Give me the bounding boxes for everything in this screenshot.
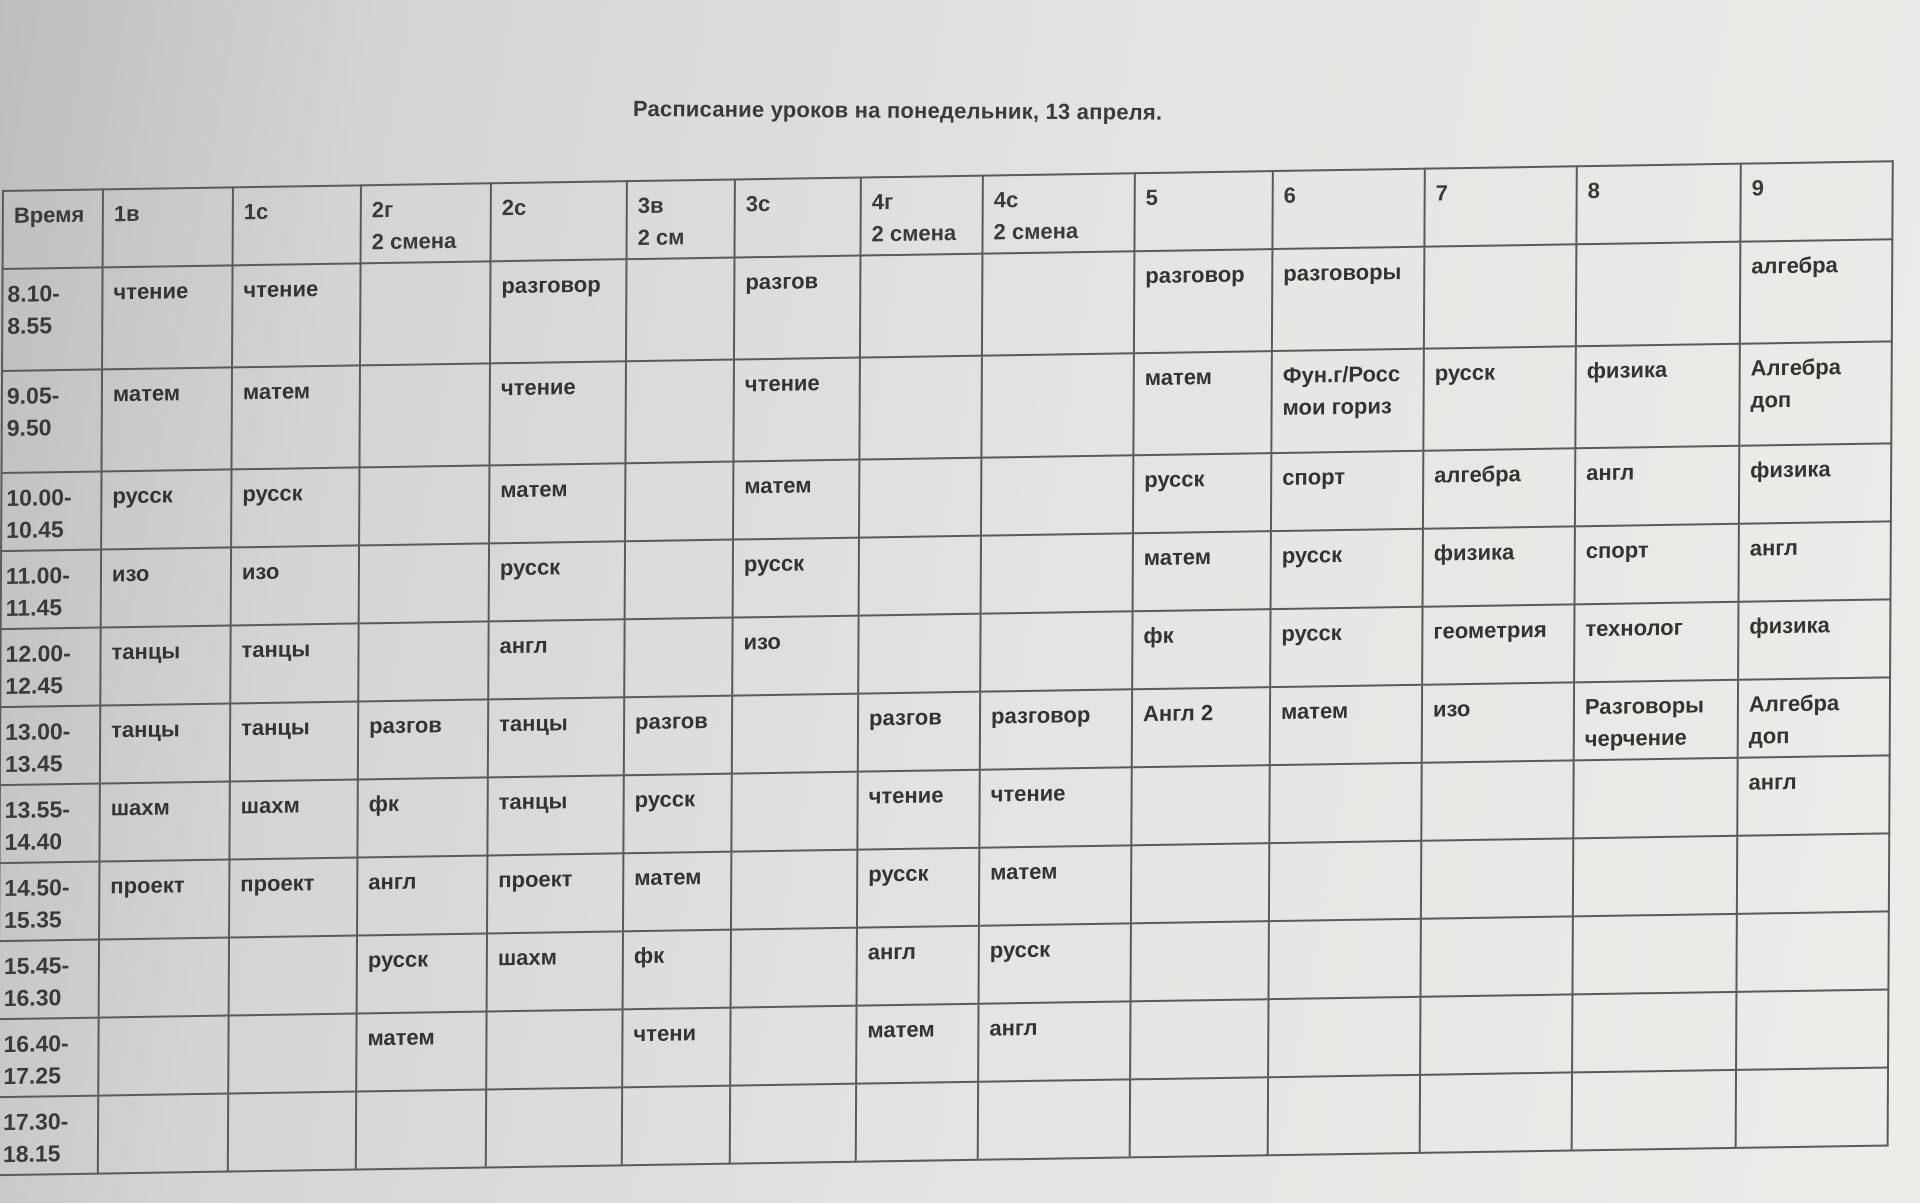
lesson-cell (486, 1087, 622, 1167)
header-cell: Время (3, 189, 103, 269)
lesson-cell (1736, 1067, 1888, 1147)
time-cell: 13.00- 13.45 (0, 706, 100, 786)
lesson-cell: изо (101, 547, 231, 627)
lesson-cell: физика (1423, 526, 1575, 606)
lesson-cell (731, 850, 857, 930)
lesson-cell: разговоры (1272, 247, 1425, 351)
schedule-table (0, 160, 1894, 1176)
lesson-cell: танцы (100, 625, 230, 705)
lesson-cell: русск (489, 541, 625, 621)
lesson-cell: англ (357, 855, 487, 935)
lesson-cell: фк (357, 777, 487, 857)
time-cell: 14.50- 15.35 (0, 862, 99, 942)
lesson-cell (1131, 921, 1269, 1001)
lesson-cell: чтение (102, 265, 233, 369)
lesson-cell (1421, 760, 1573, 840)
lesson-cell: Фун.г/Росс мои гориз (1271, 349, 1424, 453)
lesson-cell: чтение (979, 767, 1131, 847)
lesson-cell (359, 363, 490, 467)
lesson-cell: чтени (622, 1008, 730, 1088)
header-cell: 2г 2 смена (361, 183, 491, 263)
lesson-cell (359, 543, 489, 623)
lesson-cell: фк (1132, 609, 1270, 689)
lesson-cell (228, 1092, 356, 1172)
lesson-cell: технолог (1574, 602, 1738, 683)
lesson-cell: матем (102, 367, 233, 471)
lesson-cell (626, 258, 735, 362)
lesson-cell: русск (1270, 607, 1422, 687)
lesson-cell: алгебра (1740, 239, 1893, 343)
lesson-cell (1130, 999, 1268, 1079)
header-cell: 6 (1272, 169, 1424, 249)
lesson-cell: матем (1270, 685, 1422, 765)
time-cell: 9.05- 9.50 (2, 369, 103, 473)
lesson-cell: разгов (734, 256, 861, 360)
lesson-cell (625, 540, 733, 620)
lesson-cell: матем (489, 463, 625, 543)
header-cell: 2с (491, 181, 627, 261)
lesson-cell (624, 618, 732, 698)
lesson-cell: разгов (358, 699, 488, 779)
lesson-cell (356, 1090, 486, 1170)
lesson-cell: матем (1133, 531, 1271, 611)
lesson-cell (860, 254, 983, 358)
lesson-cell (1268, 997, 1420, 1077)
time-cell: 11.00- 11.45 (1, 549, 101, 629)
lesson-cell: чтение (857, 770, 979, 850)
lesson-cell: разговор (490, 259, 627, 363)
lesson-cell (1736, 911, 1888, 991)
time-cell: 8.10- 8.55 (2, 267, 103, 371)
lesson-cell (358, 621, 488, 701)
header-cell: 9 (1740, 161, 1892, 241)
lesson-cell (1424, 244, 1577, 348)
lesson-cell (98, 1094, 228, 1174)
lesson-cell: англ (978, 1001, 1130, 1081)
lesson-cell (859, 356, 982, 460)
header-cell: 3с (734, 178, 860, 258)
time-cell: 12.00- 12.45 (0, 628, 100, 708)
lesson-cell (856, 1082, 978, 1162)
lesson-cell: матем (623, 852, 731, 932)
header-cell: 8 (1576, 164, 1740, 245)
lesson-cell: танцы (487, 775, 623, 855)
lesson-cell (1573, 836, 1737, 917)
lesson-cell (486, 1009, 622, 1089)
header-cell: 3в 2 см (627, 179, 735, 259)
header-cell: 1с (233, 185, 361, 265)
lesson-cell: Алгебра доп (1738, 677, 1890, 757)
lesson-cell: спорт (1575, 524, 1739, 605)
time-cell: 13.55- 14.40 (0, 784, 100, 864)
lesson-cell (980, 611, 1132, 691)
lesson-cell (359, 465, 489, 545)
header-cell: 4г 2 смена (860, 176, 982, 256)
lesson-cell: матем (356, 1011, 486, 1091)
lesson-cell: физика (1738, 599, 1890, 679)
lesson-cell: разгов (858, 692, 980, 772)
lesson-cell: матем (231, 365, 360, 469)
lesson-cell: Алгебра доп (1739, 341, 1892, 445)
lesson-cell (731, 772, 857, 852)
lesson-cell: русск (857, 848, 979, 928)
lesson-cell: разгов (624, 696, 732, 776)
lesson-cell (1736, 989, 1888, 1069)
lesson-cell: танцы (100, 703, 230, 783)
lesson-cell (1131, 843, 1269, 923)
lesson-cell: русск (623, 774, 731, 854)
lesson-cell (1420, 1072, 1572, 1152)
lesson-cell (981, 533, 1133, 613)
lesson-cell (1420, 994, 1572, 1074)
lesson-cell (625, 462, 733, 542)
lesson-cell (1572, 914, 1736, 995)
lesson-cell (99, 938, 229, 1018)
lesson-cell (228, 1014, 356, 1094)
lesson-cell: проект (229, 857, 357, 937)
lesson-cell (1268, 1075, 1420, 1155)
schedule-table-wrapper (0, 160, 1892, 1168)
lesson-cell: англ (488, 619, 624, 699)
header-cell: 7 (1424, 166, 1576, 246)
lesson-cell: русск (733, 538, 859, 618)
lesson-cell (1576, 242, 1741, 347)
lesson-cell: физика (1739, 443, 1891, 523)
lesson-cell (732, 694, 858, 774)
lesson-cell (982, 251, 1135, 355)
lesson-cell (229, 936, 357, 1016)
lesson-cell: геометрия (1422, 604, 1574, 684)
lesson-cell: матем (733, 460, 859, 540)
lesson-cell (731, 928, 857, 1008)
lesson-cell: чтение (232, 263, 361, 367)
lesson-cell (1572, 992, 1736, 1073)
lesson-cell: алгебра (1423, 448, 1575, 528)
lesson-cell (622, 1086, 730, 1166)
lesson-cell (981, 455, 1133, 535)
lesson-cell: русск (357, 933, 487, 1013)
time-cell: 10.00- 10.45 (1, 471, 101, 551)
lesson-cell: англ (857, 926, 979, 1006)
lesson-cell: чтение (489, 361, 626, 465)
lesson-cell: русск (231, 467, 359, 547)
header-cell: 5 (1134, 171, 1272, 251)
lesson-cell: русск (1133, 453, 1271, 533)
lesson-cell (858, 614, 980, 694)
lesson-cell: проект (487, 853, 623, 933)
lesson-cell: разговор (980, 689, 1132, 769)
lesson-cell (981, 353, 1134, 457)
lesson-cell: спорт (1271, 451, 1423, 531)
lesson-cell: русск (101, 469, 231, 549)
lesson-cell: русск (979, 923, 1131, 1003)
header-cell: 1в (103, 187, 233, 267)
lesson-cell (1269, 763, 1421, 843)
lesson-cell (1573, 758, 1737, 839)
lesson-cell: чтение (733, 358, 860, 462)
time-cell: 17.30- 18.15 (0, 1096, 98, 1176)
document-title: Расписание уроков на понедельник, 13 апреля. (632, 96, 1163, 125)
time-cell: 15.45- 16.30 (0, 940, 99, 1020)
lesson-cell (1269, 919, 1421, 999)
lesson-cell: танцы (230, 701, 358, 781)
lesson-cell: русск (1423, 346, 1576, 450)
lesson-cell (625, 360, 734, 464)
lesson-cell: изо (231, 545, 359, 625)
lesson-cell: физика (1575, 344, 1740, 449)
lesson-cell: шахм (229, 779, 357, 859)
lesson-cell (1737, 833, 1889, 913)
lesson-cell (1420, 916, 1572, 996)
lesson-cell (1131, 765, 1269, 845)
lesson-cell (1421, 838, 1573, 918)
lesson-cell: шахм (99, 781, 229, 861)
lesson-cell: фк (623, 930, 731, 1010)
lesson-cell (978, 1079, 1130, 1159)
lesson-cell: Разговоры черчение (1574, 680, 1738, 761)
lesson-cell: матем (979, 845, 1131, 925)
lesson-cell (1572, 1070, 1736, 1151)
lesson-cell (1269, 841, 1421, 921)
lesson-cell (859, 536, 981, 616)
lesson-cell (1130, 1077, 1268, 1157)
lesson-cell: матем (856, 1004, 978, 1084)
lesson-cell (360, 261, 491, 365)
lesson-cell: шахм (487, 931, 623, 1011)
lesson-cell: матем (1133, 351, 1272, 455)
lesson-cell (730, 1084, 856, 1164)
lesson-cell: русск (1271, 529, 1423, 609)
lesson-cell: разговор (1134, 249, 1273, 353)
lesson-cell: проект (99, 860, 229, 940)
header-cell: 4с 2 смена (982, 173, 1134, 253)
lesson-cell: изо (732, 616, 858, 696)
lesson-cell (98, 1016, 228, 1096)
lesson-cell: англ (1738, 521, 1890, 601)
lesson-cell: Англ 2 (1132, 687, 1270, 767)
lesson-cell: изо (1422, 682, 1574, 762)
lesson-cell: танцы (230, 623, 358, 703)
lesson-cell (730, 1006, 856, 1086)
lesson-cell: англ (1575, 446, 1739, 527)
lesson-cell: англ (1737, 755, 1889, 835)
lesson-cell: танцы (488, 697, 624, 777)
time-cell: 16.40- 17.25 (0, 1018, 99, 1098)
lesson-cell (859, 458, 981, 538)
